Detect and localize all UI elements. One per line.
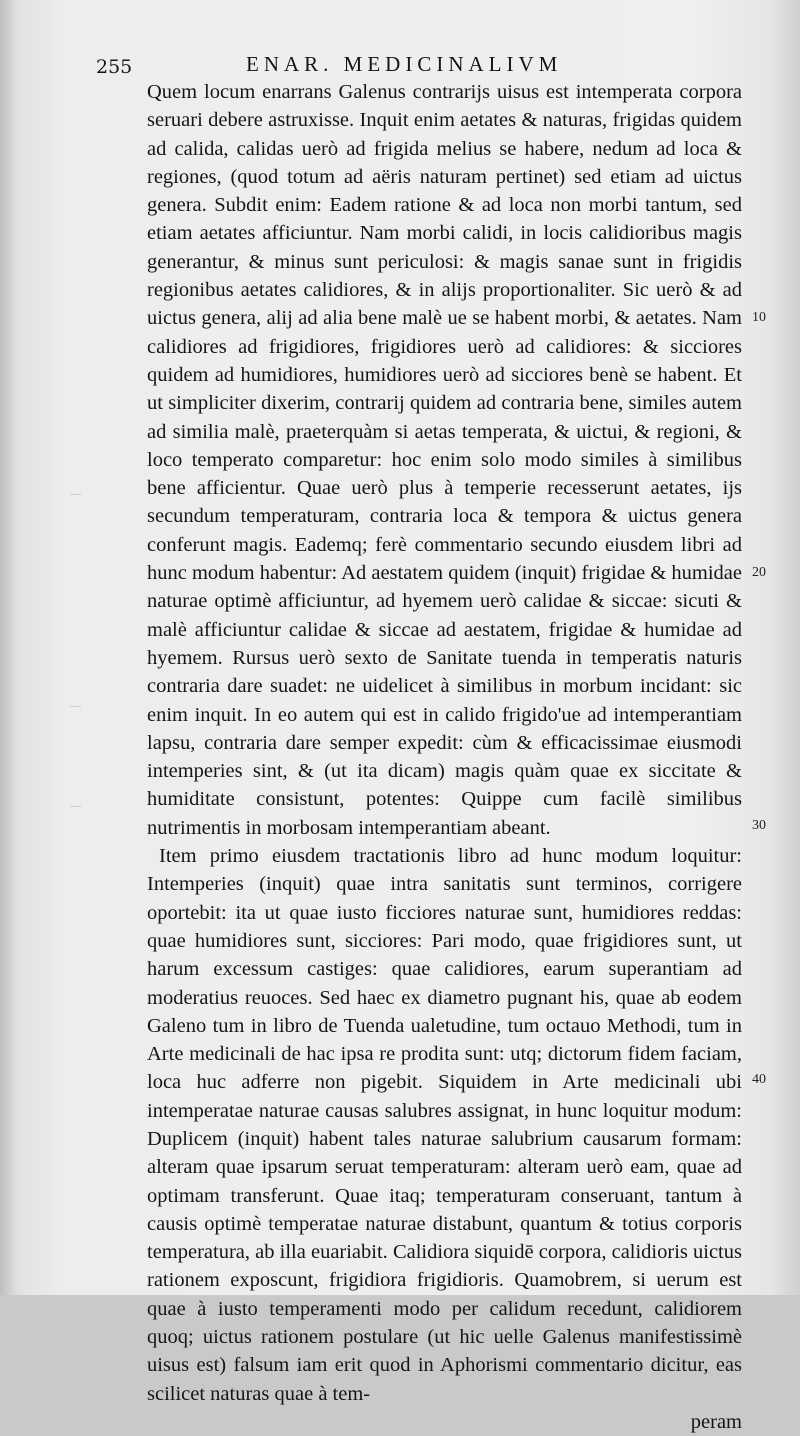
- body-text: [147, 78, 742, 1436]
- margin-line-number: 40: [752, 1072, 766, 1087]
- bleed-through-mark: —: [70, 488, 81, 500]
- margin-line-number: 30: [752, 818, 766, 833]
- page-header: [96, 50, 736, 78]
- paragraph-1: Quem locum enarrans Galenus contrarijs uisus est intemperata corpora seruari debere astruxisse. Inquit enim aetates & naturas, frigidas quidem ad calida, calidas uerò ad frigida melius se habere, nedum ad loca & regiones, (quod totum ad aëris naturam pertinet) sed etiam ad uictus genera. Subdit enim: Eadem ratione & ad loca non morbi tantum, sed etiam aetates afficiuntur. Nam morbi calidi, in locis calidioribus magis generantur, & minus sunt periculosi: & magis sanae sunt in frigidis regionibus aetates calidiores, & in alijs proportionaliter. Sic uerò & ad uictus genera, alij ad alia bene malè ue se habent morbi, & aetates. Nam calidiores ad frigidiores, frigidiores uerò ad calidiores: & sicciores quidem ad humidiores, humidiores uerò ad sicciores benè se habent. Et ut simpliciter dixerim, contrarij quidem ad contraria bene, similes autem ad similia malè, praeterquàm si aetas temperata, & uictui, & regioni, & loco temperato comparetur: hoc enim solo modo similes à similibus bene afficientur. Quae uerò plus à temperie recesserunt aetates, ijs secundum temperaturam, contraria loca & tempora & uictus genera conferunt magis. Eademq; ferè commentario secundo eiusdem libri ad hunc modum habentur: Ad aestatem quidem (inquit) frigidae & humidae naturae optimè afficiuntur, ad hyemem uerò calidae & siccae: sicuti & malè afficiuntur calidae & siccae ad aestatem, frigidae & humidae ad hyemem. Rursus uerò sexto de Sanitate tuenda in temperatis naturis contraria dare suadet: ne uidelicet à similibus in morbum incidant: sic enim inquit. In eo autem qui est in calido frigido'ue ad intemperantiam lapsu, contraria dare semper expedit: cùm & efficacissimae eiusmodi intemperies sint, & (ut ita dicam) magis quàm quae ex siccitate & humiditate consistunt, potentes: Quippe cum facilè similibus nutrimentis in morbosam intemperantiam abeant.: [147, 81, 742, 839]
- bleed-through-mark: —: [70, 700, 81, 712]
- bleed-through-mark: —: [70, 800, 81, 812]
- catchword: peram: [690, 1410, 742, 1433]
- margin-line-number: 10: [752, 310, 766, 325]
- paragraph-2: Item primo eiusdem tractationis libro ad hunc modum loquitur: Intemperies (inquit) quae intra sanitatis sunt terminos, corrigere oportebit: ita ut quae iusto ficciores naturae sunt, humidiores reddas: quae humidiores sunt, sicciores: Pari modo, quae frigidiores sunt, ut harum excessum castiges: quae calidiores, earum superantiam ad moderatius reuoces. Sed haec ex diametro pugnant his, quae ab eodem Galeno tum in libro de Tuenda ualetudine, tum octauo Methodi, tum in Arte medicinali de hac ipsa re prodita sunt: utq; dictorum fidem faciam, loca huc adferre non pigebit. Siquidem in Arte medicinali ubi intemperatae naturae causas salubres assignat, in hunc loquitur modum: Duplicem (inquit) habent tales naturae salubrium causarum formam: alteram quae ipsarum seruat temperaturam: alteram uerò eam, quae ad optimam transferunt. Quae itaq; temperaturam conseruant, tantum à causis optimè temperatae naturae distabunt, quantum & totius corporis temperatura, ab illa euariabit. Calidiora siquidē corpora, calidioris uictus rationem exposcunt, frigidiora frigidioris. Quamobrem, si uerum est quae à iusto temperamenti modo per calidum recedunt, calidiorem quoq; uictus rationem postulare (ut hic uelle Galenus manifestissimè uisus est) falsum iam erit quod in Aphorismi commentario dicitur, eas scilicet naturas quae à tem-: [147, 845, 742, 1405]
- margin-line-number: 20: [752, 565, 766, 580]
- folio-number: 255: [96, 56, 133, 78]
- running-head: ENAR. MEDICINALIVM: [246, 52, 563, 76]
